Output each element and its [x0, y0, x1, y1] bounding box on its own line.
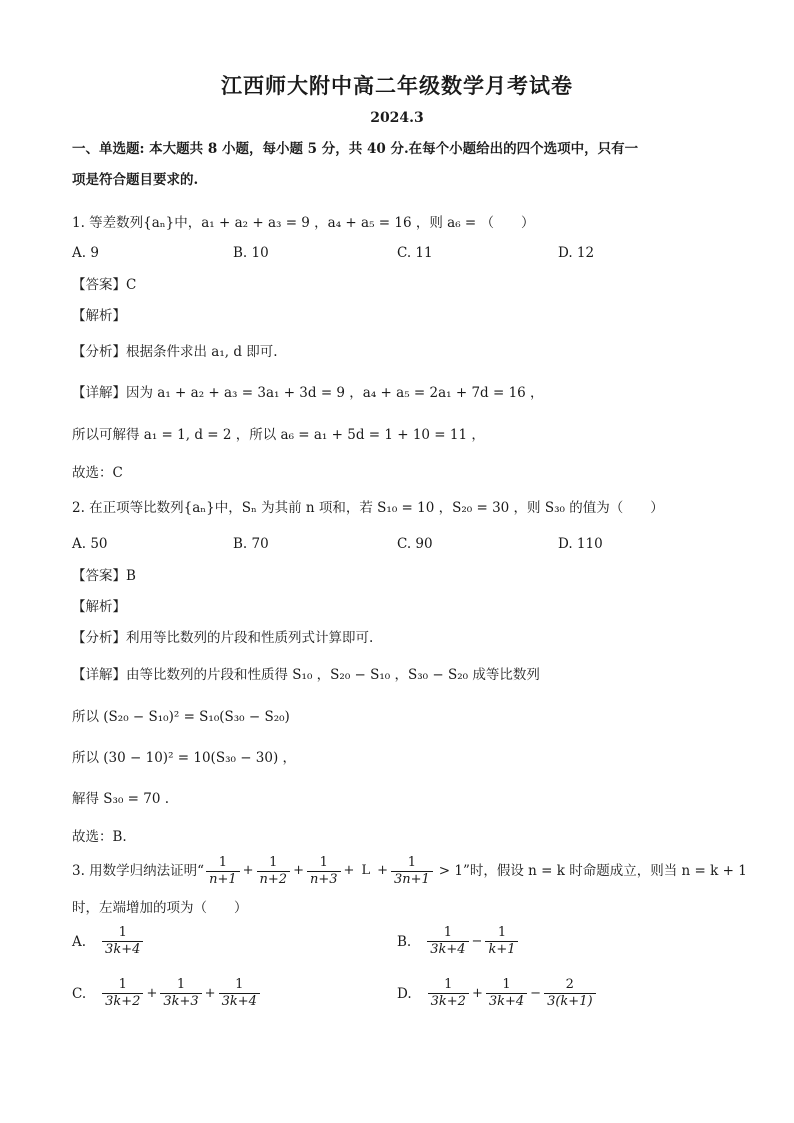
numerator: 1	[269, 854, 278, 870]
fraction	[428, 977, 469, 1010]
q2-conclusion: 故选：B.	[72, 829, 127, 845]
fraction	[257, 855, 291, 888]
plus-sign: +	[204, 986, 216, 1001]
q1-answer: 【答案】C	[72, 277, 137, 293]
option-label: D.	[397, 985, 412, 1002]
option-label: B.	[397, 933, 412, 950]
denominator: k+1	[485, 941, 518, 958]
plus-sign: +	[343, 863, 355, 878]
fraction	[485, 925, 518, 958]
q2-option-b: B. 70	[233, 536, 269, 552]
q2-fenxi: 【分析】利用等比数列的片段和性质列式计算即可.	[72, 630, 374, 646]
option-label: C.	[72, 985, 87, 1002]
numerator: 1	[319, 854, 328, 870]
q2-step3: 解得 S₃₀ = 70 .	[72, 791, 170, 807]
denominator: 3k+4	[486, 993, 527, 1010]
denominator: n+2	[257, 871, 291, 888]
numerator: 1	[502, 977, 511, 992]
numerator: 2	[565, 977, 574, 992]
q2-option-d: D. 110	[558, 536, 603, 552]
q3-stem	[72, 852, 747, 890]
denominator: 3n+1	[391, 871, 433, 888]
fraction	[160, 977, 201, 1010]
minus-sign: −	[471, 934, 483, 949]
q2-step1: 所以 (S₂₀ − S₁₀)² = S₁₀(S₃₀ − S₂₀)	[72, 709, 290, 725]
q2-stem: 2. 在正项等比数列{aₙ}中，Sₙ 为其前 n 项和，若 S₁₀ = 10 ，S₂₀ = 30 ，则 S₃₀ 的值为（ ）	[72, 500, 664, 516]
q1-solve: 所以可解得 a₁ = 1, d = 2 ，所以 a₆ = a₁ + 5d = 1 + 10 = 11 ，	[72, 427, 485, 443]
fraction	[307, 855, 341, 888]
fraction	[102, 977, 143, 1010]
fraction	[102, 925, 143, 958]
q2-answer: 【答案】B	[72, 568, 136, 584]
fraction	[219, 977, 260, 1010]
q2-analysis-tag: 【解析】	[72, 599, 126, 615]
denominator: 3k+2	[428, 993, 469, 1010]
numerator: 1	[235, 977, 244, 992]
denominator: n+3	[307, 871, 341, 888]
q1-option-b: B. 10	[233, 245, 269, 261]
q1-option-a: A. 9	[72, 245, 99, 261]
exam-date: 2024.3	[370, 110, 424, 126]
denominator: 3(k+1)	[544, 993, 595, 1010]
fraction	[486, 977, 527, 1010]
q1-detail: 【详解】因为 a₁ + a₂ + a₃ = 3a₁ + 3d = 9 ，a₄ + a₅ = 2a₁ + 7d = 16 ，	[72, 385, 544, 401]
section-instruction-line1: 一、单选题: 本大题共 8 小题，每小题 5 分，共 40 分.在每个小题给出的四个选项中，只有一	[72, 141, 639, 157]
q3-stem-prefix: 3. 用数学归纳法证明“	[72, 863, 205, 879]
numerator: 1	[444, 977, 453, 992]
numerator: 1	[176, 977, 186, 992]
denominator: n+1	[206, 871, 240, 888]
q3-option-c	[72, 977, 262, 1010]
q1-option-d: D. 12	[558, 245, 595, 261]
q3-stem-suffix: > 1”时，假设 n = k 时命题成立，则当 n = k + 1	[438, 863, 747, 879]
q3-stem-line2: 时，左端增加的项为（ ）	[72, 900, 248, 916]
page-title: 江西师大附中高二年级数学月考试卷	[221, 73, 573, 98]
fraction	[427, 925, 468, 958]
option-label: A.	[72, 933, 87, 950]
fraction	[544, 977, 595, 1010]
fraction	[206, 855, 240, 888]
q1-fenxi: 【分析】根据条件求出 a₁, d 即可.	[72, 344, 278, 360]
denominator: 3k+3	[160, 993, 201, 1010]
q3-option-b	[397, 925, 520, 958]
q2-option-c: C. 90	[397, 536, 433, 552]
numerator: 1	[218, 854, 227, 870]
plus-sign: +	[242, 863, 254, 878]
section-instruction-line2: 项是符合题目要求的.	[72, 172, 199, 188]
numerator: 1	[407, 854, 417, 870]
q2-step2: 所以 (30 − 10)² = 10(S₃₀ − 30) ，	[72, 750, 297, 766]
plus-sign: +	[471, 986, 483, 1001]
numerator: 1	[443, 925, 453, 940]
q3-option-a	[72, 925, 145, 958]
denominator: 3k+4	[427, 941, 468, 958]
plus-sign: +	[146, 986, 158, 1001]
q2-option-a: A. 50	[72, 536, 108, 552]
fraction	[391, 855, 433, 888]
ellipsis: L	[361, 863, 371, 878]
numerator: 1	[118, 925, 127, 940]
denominator: 3k+2	[102, 993, 143, 1010]
denominator: 3k+4	[219, 993, 260, 1010]
q1-option-c: C. 11	[397, 245, 433, 261]
q1-conclusion: 故选：C	[72, 465, 123, 481]
plus-sign: +	[377, 863, 388, 878]
q3-option-d	[397, 977, 598, 1010]
numerator: 1	[118, 977, 127, 992]
numerator: 1	[497, 925, 507, 940]
q2-detail: 【详解】由等比数列的片段和性质得 S₁₀ ，S₂₀ − S₁₀ ，S₃₀ − S₂₀ 成等比数列	[72, 667, 540, 683]
q1-analysis-tag: 【解析】	[72, 308, 126, 324]
minus-sign: −	[530, 986, 542, 1001]
q1-stem: 1. 等差数列{aₙ}中，a₁ + a₂ + a₃ = 9 ，a₄ + a₅ = 16 ，则 a₆ = （ ）	[72, 215, 535, 231]
denominator: 3k+4	[102, 941, 143, 958]
plus-sign: +	[293, 863, 304, 878]
